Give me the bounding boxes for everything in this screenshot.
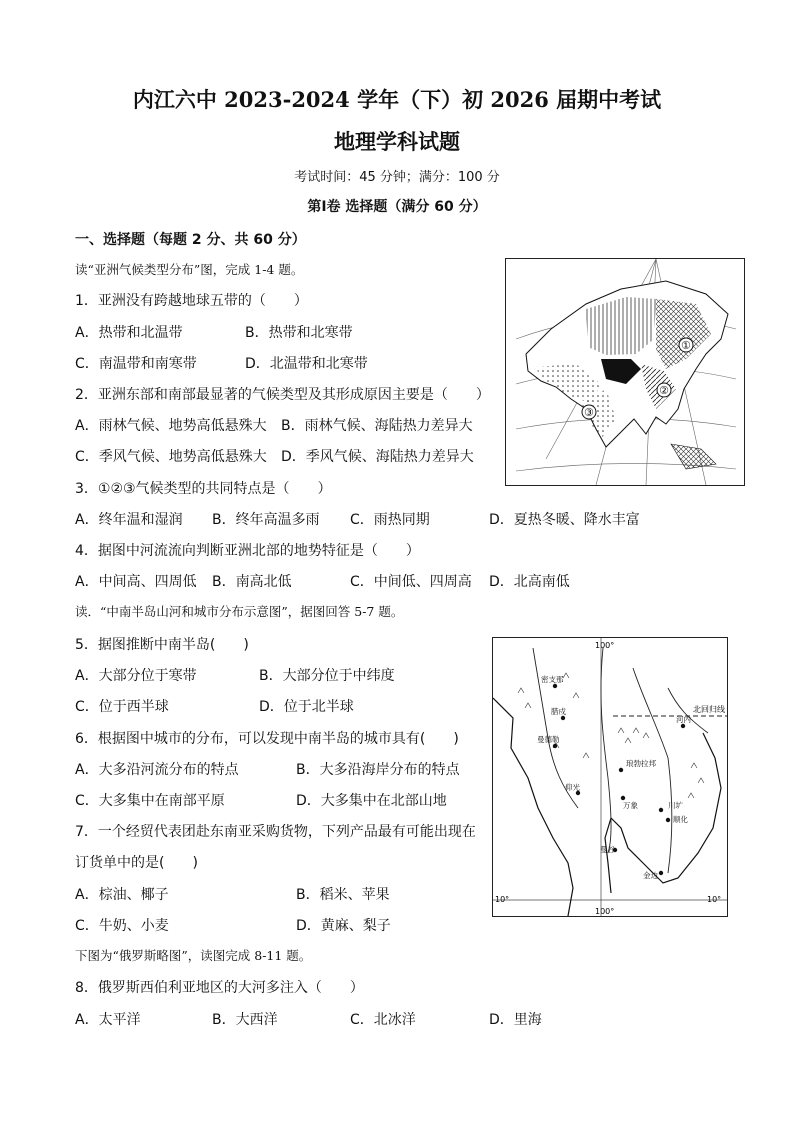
question-6: 6．根据图中城市的分布，可以发现中南半岛的城市具有( ) <box>75 731 459 747</box>
city-hue: 顺化 <box>673 815 688 824</box>
city-mandalay: 曼德勒 <box>537 735 560 744</box>
q7-option-b: B．稻米、苹果 <box>296 887 390 903</box>
q3-option-b: B．终年高温多雨 <box>212 512 320 528</box>
section-heading: 一、选择题（每题 2 分、共 60 分） <box>75 232 306 248</box>
city-xiangkhoang: 川圹 <box>668 801 683 810</box>
question-2: 2．亚洲东部和南部最显著的气候类型及其形成原因主要是（ ） <box>75 387 490 403</box>
question-4: 4．据图中河流流向判断亚洲北部的地势特征是（ ） <box>75 543 420 559</box>
q7-option-a: A．棕油、椰子 <box>75 887 169 903</box>
q3-option-d: D．夏热冬暖、降水丰富 <box>489 512 640 528</box>
city-hanoi: 河内 <box>676 715 691 724</box>
question-7-cont: 订货单中的是( ) <box>75 855 198 871</box>
lat-right-label: 10° <box>707 895 722 904</box>
q1-option-c: C．南温带和南寒带 <box>75 356 197 372</box>
q6-option-b: B．大多沿海岸分布的特点 <box>296 762 460 778</box>
intro-q1-4: 读“亚洲气候类型分布”图，完成 1-4 题。 <box>75 262 304 277</box>
question-3: 3．①②③气候类型的共同特点是（ ） <box>75 481 332 497</box>
city-yangon: 仰光 <box>565 783 580 792</box>
q1-option-b: B．热带和北寒带 <box>245 325 353 341</box>
q6-option-c: C．大多集中在南部平原 <box>75 793 225 809</box>
intro-q5-7: 读．“中南半岛山河和城市分布示意图”，据图回答 5-7 题。 <box>75 604 404 619</box>
lon-top-label: 100° <box>595 641 615 650</box>
q7-option-d: D．黄麻、梨子 <box>296 918 391 934</box>
q8-option-a: A．太平洋 <box>75 1012 141 1028</box>
city-luangprabang: 琅勃拉邦 <box>626 759 656 768</box>
city-bangkok: 曼谷 <box>600 845 615 854</box>
climate-label-1: ① <box>681 339 691 352</box>
indochina-map <box>492 637 728 917</box>
city-vientiane: 万象 <box>623 801 638 810</box>
city-mitkyina: 密支那 <box>541 675 564 684</box>
q2-option-a: A．雨林气候、地势高低悬殊大 <box>75 418 267 434</box>
q1-option-a: A．热带和北温带 <box>75 325 183 341</box>
q8-option-c: C．北冰洋 <box>350 1012 416 1028</box>
lon-bottom-label: 100° <box>595 907 615 916</box>
city-phnompenh: 金边 <box>643 871 658 880</box>
q8-option-b: B．大西洋 <box>212 1012 278 1028</box>
volume-heading: 第Ⅰ卷 选择题（满分 60 分） <box>307 199 487 215</box>
tropic-label: 北回归线 <box>693 705 725 714</box>
q2-option-c: C．季风气候、地势高低悬殊大 <box>75 449 267 465</box>
q6-option-a: A．大多沿河流分布的特点 <box>75 762 239 778</box>
q7-option-c: C．牛奶、小麦 <box>75 918 169 934</box>
q5-option-d: D．位于北半球 <box>259 699 354 715</box>
q5-option-b: B．大部分位于中纬度 <box>259 668 395 684</box>
q2-option-b: B．雨林气候、海陆热力差异大 <box>281 418 473 434</box>
intro-q8-11: 下图为“俄罗斯略图”，读图完成 8-11 题。 <box>75 948 312 963</box>
climate-label-3: ③ <box>584 406 594 419</box>
q3-option-a: A．终年温和湿润 <box>75 512 183 528</box>
q8-option-d: D．里海 <box>489 1012 542 1028</box>
page-title: 内江六中 2023-2024 学年（下）初 2026 届期中考试 <box>132 87 662 112</box>
q4-option-d: D．北高南低 <box>489 574 570 590</box>
question-1: 1．亚洲没有跨越地球五带的（ ） <box>75 293 308 309</box>
q1-option-d: D．北温带和北寒带 <box>245 356 368 372</box>
q4-option-c: C．中间低、四周高 <box>350 574 472 590</box>
q4-option-b: B．南高北低 <box>212 574 292 590</box>
q6-option-d: D．大多集中在北部山地 <box>296 793 447 809</box>
question-5: 5．据图推断中南半岛( ) <box>75 637 249 653</box>
page-subtitle: 地理学科试题 <box>334 129 460 154</box>
q4-option-a: A．中间高、四周低 <box>75 574 197 590</box>
q5-option-a: A．大部分位于寒带 <box>75 668 197 684</box>
asia-climate-map <box>505 258 745 486</box>
question-7: 7．一个经贸代表团赴东南亚采购货物，下列产品最有可能出现在 <box>75 824 476 840</box>
climate-label-2: ② <box>659 384 669 397</box>
exam-info: 考试时间：45 分钟；满分：100 分 <box>294 170 500 185</box>
lat-left-label: 10° <box>495 895 510 904</box>
q3-option-c: C．雨热同期 <box>350 512 430 528</box>
q5-option-c: C．位于西半球 <box>75 699 169 715</box>
q2-option-d: D．季风气候、海陆热力差异大 <box>281 449 474 465</box>
city-naypyi: 腊戍 <box>551 707 566 716</box>
question-8: 8．俄罗斯西伯利亚地区的大河多注入（ ） <box>75 980 364 996</box>
